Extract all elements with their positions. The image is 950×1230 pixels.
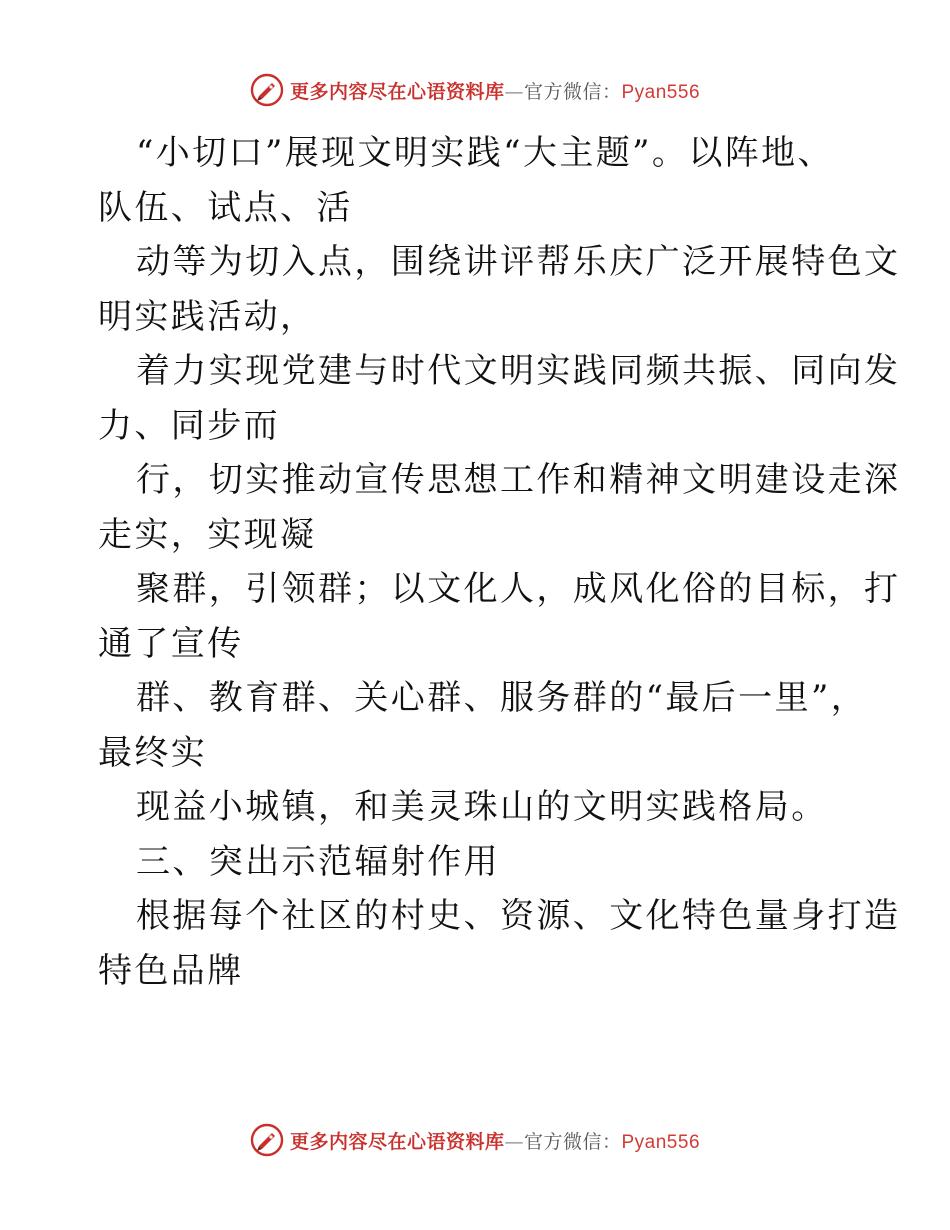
watermark-site-text: 更多内容尽在心语资料库 [289,80,505,103]
body-line-5: 着力实现党建与时代文明实践同频共振、同向发 [136,351,901,391]
watermark-wechat-id: Pyan556 [621,81,701,103]
body-line-8: 走实，实现凝 [98,514,317,555]
watermark-text [290,1127,700,1154]
body-line-2: 队伍、试点、活 [98,187,353,228]
watermark-site-text: 更多内容尽在心语资料库 [289,1130,505,1153]
watermark-dash: — [504,80,524,103]
watermark-wechat-label: 官方微信： [523,80,622,103]
watermark-wechat-label: 官方微信： [523,1130,622,1153]
body-line-11: 群、教育群、关心群、服务群的“最后一里”， [136,678,868,718]
pen-nib-logo-icon [250,73,284,107]
pen-nib-logo-icon [250,1123,284,1157]
body-line-13: 现益小城镇，和美灵珠山的文明实践格局。 [136,787,828,827]
body-line-7: 行，切实推动宣传思想工作和精神文明建设走深 [136,460,901,500]
header-watermark [0,70,950,110]
body-line-16: 特色品牌 [98,950,244,991]
body-line-15: 根据每个社区的村史、资源、文化特色量身打造 [136,896,901,936]
body-line-9: 聚群，引领群；以文化人，成风化俗的目标，打 [136,569,901,609]
body-line-3: 动等为切入点，围绕讲评帮乐庆广泛开展特色文 [136,242,901,282]
watermark-wechat-id: Pyan556 [621,1131,701,1153]
watermark-text [290,77,700,104]
section-heading: 三、突出示范辐射作用 [136,841,500,882]
footer-watermark [0,1120,950,1160]
body-line-12: 最终实 [98,732,208,773]
body-line-4: 明实践活动， [98,296,317,337]
body-line-1: “小切口”展现文明实践“大主题”。以阵地、 [136,133,834,173]
body-line-6: 力、同步而 [98,405,280,446]
body-line-10: 通了宣传 [98,623,244,664]
watermark-dash: — [504,1130,524,1153]
document-body [98,126,901,998]
